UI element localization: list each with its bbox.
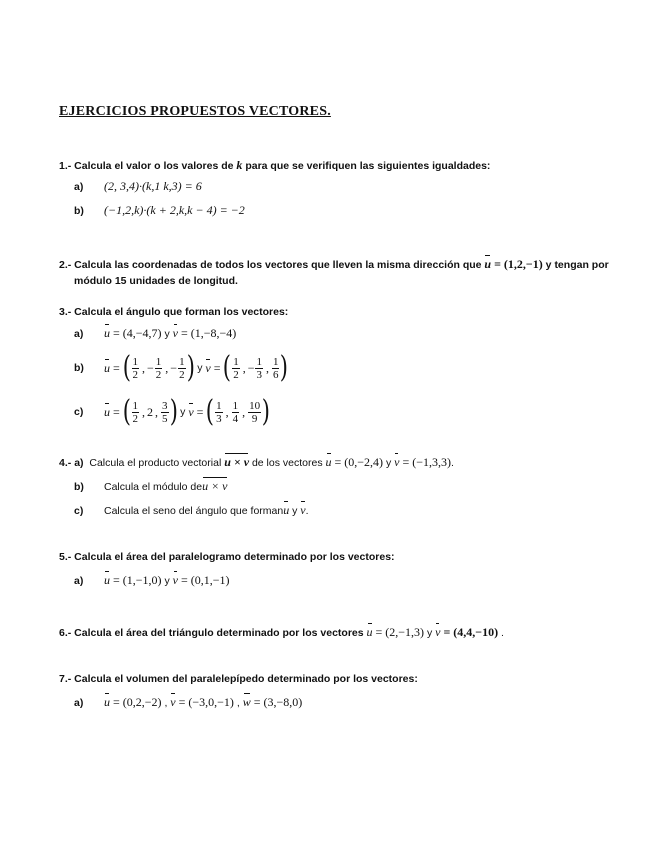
exercise-7a: a) u = (0,2,−2) , v = (−3,0,−1) , w = (3,−8,0) (74, 695, 303, 709)
item-label: b) (74, 204, 84, 217)
exercise-3a: a) u = (4,−4,7) y v = (1,−8,−4) (74, 326, 237, 340)
fraction: $\frac{1}{2}$ (132, 399, 138, 425)
fraction: $\frac{1}{2}$ (155, 355, 162, 381)
fraction: $\frac{10}{9}$ (249, 399, 261, 425)
exercise-4c: c) Calcula el seno del ángulo que forman u y v . (74, 503, 309, 517)
fraction: $\frac{1}{6}$ (272, 355, 279, 381)
fraction: $\frac{1}{4}$ (232, 399, 239, 425)
fraction: $\frac{3}{5}$ (162, 399, 168, 425)
exercise-1-statement: 1.- Calcula el valor o los valores de k para que se verifiquen las siguientes igualdades: (59, 158, 491, 172)
exercise-2-statement-line2: módulo 15 unidades de longitud. (74, 275, 238, 287)
exercise-6-statement: 6.- Calcula el área del triángulo determinado por los vectores u = (2,−1,3) y v = (4,4,−10) . (59, 625, 504, 639)
fraction: $\frac{1}{2}$ (179, 355, 185, 381)
exercise-2-statement: 2.- Calcula las coordenadas de todos los vectores que lleven la misma dirección que u = (1,2,−1) y tengan por (59, 257, 609, 271)
item-label: a) (74, 180, 84, 193)
exercise-1b (74, 203, 245, 218)
exercise-1a (74, 179, 202, 194)
page-title: EJERCICIOS PROPUESTOS VECTORES. (59, 104, 331, 119)
fraction: $\frac{1}{2}$ (233, 355, 239, 381)
exercise-3c: c) u = ( $\frac{1}{2}$ , 2 , $\frac{3}{5}$ ) y v = ( $\frac{1}{3}$ , $\frac{1}{4}$ , $\frac{10}{9}$ ) (74, 394, 271, 429)
exercise-3b: b) u = ( $\frac{1}{2}$ , − $\frac{1}{2}$ , − $\frac{1}{2}$ ) y v = ( $\frac{1}{2}$ , − $\frac{1}{3}$ , $\frac{1}{6}$ ) (74, 350, 289, 385)
exercise-5-statement: 5.- Calcula el área del paralelogramo determinado por los vectores: (59, 551, 395, 563)
fraction: $\frac{1}{3}$ (256, 355, 262, 381)
exercise-3-statement: 3.- Calcula el ángulo que forman los vectores: (59, 306, 289, 318)
exercise-4a: 4.- a) Calcula el producto vectorial u × v de los vectores u = (0,−2,4) y v = (−1,3,3). (59, 455, 454, 469)
equation: (−1,2,k)·(k + 2,k,k − 4) = −2 (104, 203, 245, 217)
fraction: $\frac{1}{3}$ (216, 399, 222, 425)
exercise-5a: a) u = (1,−1,0) y v = (0,1,−1) (74, 573, 230, 587)
fraction: $\frac{1}{2}$ (132, 355, 138, 381)
exercise-4b: b) Calcula el módulo de u × v (74, 479, 228, 493)
exercise-7-statement: 7.- Calcula el volumen del paralelepípedo determinado por los vectores: (59, 673, 418, 685)
equation: (2, 3,4)·(k,1 k,3) = 6 (104, 179, 202, 193)
